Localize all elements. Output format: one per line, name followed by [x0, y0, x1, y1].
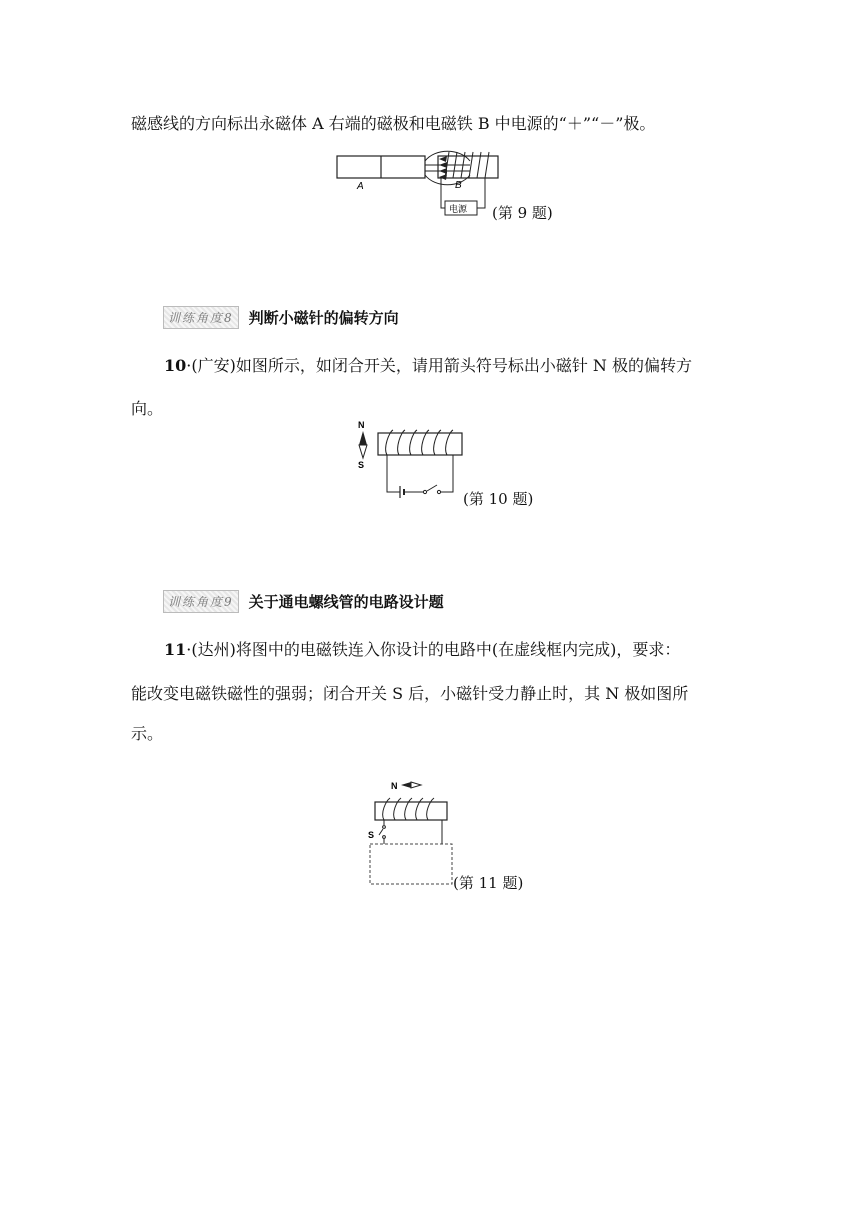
q10-number: 10: [164, 356, 187, 375]
q11-number: 11: [164, 640, 187, 659]
q10-text-body: ·(广安)如图所示，如闭合开关，请用箭头符号标出小磁针 N 极的偏转方: [186, 356, 693, 375]
switch-s: [379, 829, 383, 835]
section-heading-9: [163, 590, 444, 613]
label-s: S: [358, 460, 365, 470]
electromagnet: [375, 802, 447, 820]
q10-text-line2: 向。: [131, 399, 164, 418]
label-a: A: [357, 181, 364, 192]
section-badge-9: 训练角度9: [163, 590, 239, 613]
q10-text-line1: [164, 353, 692, 376]
q11-text-line1: [164, 637, 680, 660]
label-power: 电源: [449, 204, 468, 214]
label-b: B: [455, 180, 462, 191]
section-heading-8: [163, 306, 399, 329]
solenoid: [378, 433, 462, 455]
q10-caption: (第 10 题): [463, 490, 534, 508]
compass-needle: [401, 782, 411, 788]
q11-figure: [365, 775, 460, 890]
label-s: S: [368, 830, 375, 840]
q9-text: 磁感线的方向标出永磁体 A 右端的磁极和电磁铁 B 中电源的“＋”“－”极。: [131, 114, 656, 133]
section-badge-8: 训练角度8: [163, 306, 239, 329]
section-title-8: 判断小磁针的偏转方向: [248, 309, 399, 327]
q11-text-body: ·(达州)将图中的电磁铁连入你设计的电路中(在虚线框内完成)，要求：: [186, 640, 681, 659]
dashed-design-box: [370, 844, 452, 884]
label-n: N: [358, 420, 365, 430]
q9-caption: (第 9 题): [492, 204, 553, 222]
q11-caption: (第 11 题): [453, 874, 524, 892]
q10-figure: [355, 418, 465, 508]
q11-text-line3: 示。: [131, 724, 164, 743]
section-title-9: 关于通电螺线管的电路设计题: [248, 593, 444, 611]
label-n: N: [391, 781, 398, 791]
switch: [427, 485, 437, 491]
q11-text-line2: 能改变电磁铁磁性的强弱；闭合开关 S 后，小磁针受力静止时，其 N 极如图所: [131, 684, 689, 703]
q9-figure: [335, 148, 505, 223]
compass-needle: [359, 431, 367, 445]
